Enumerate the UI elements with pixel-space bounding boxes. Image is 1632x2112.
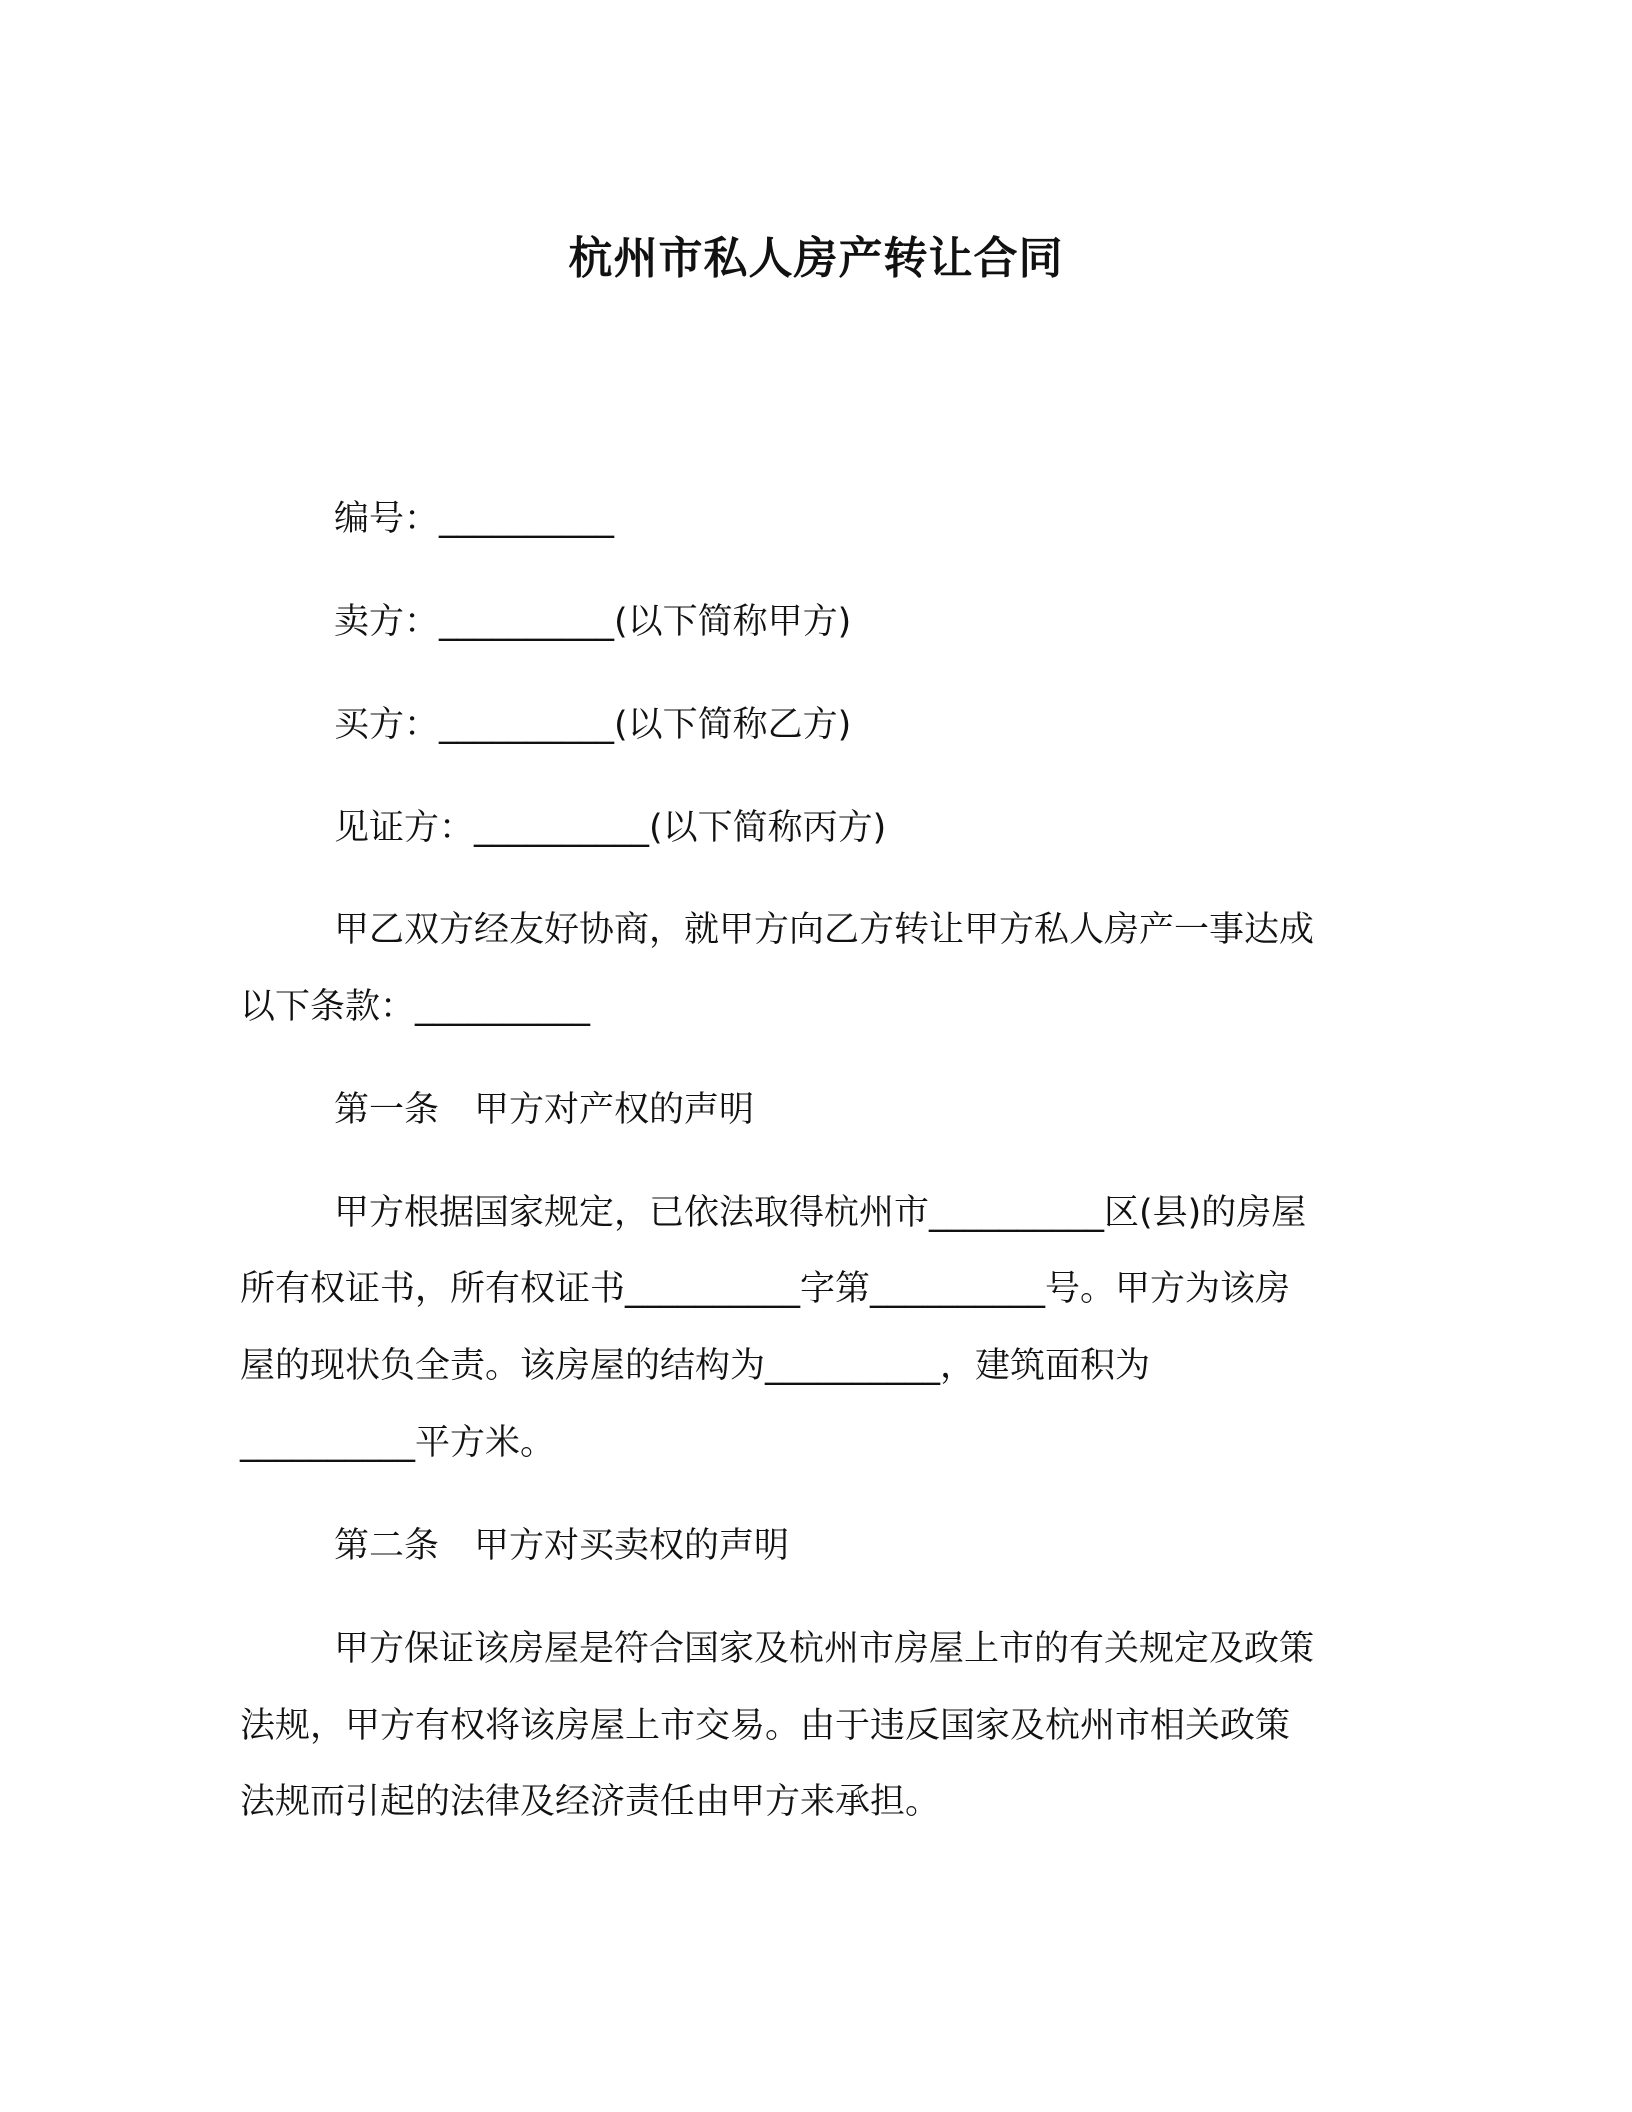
article-2-text-line-2: 法规，甲方有权将该房屋上市交易。由于违反国家及杭州市相关政策 bbox=[240, 1706, 1291, 1746]
article-1-text-line-4: __________平方米。 bbox=[240, 1423, 556, 1463]
article-1-text-line-1: 甲方根据国家规定，已依法取得杭州市__________区(县)的房屋 bbox=[334, 1193, 1307, 1233]
intro-paragraph-line-2: 以下条款：__________ bbox=[240, 987, 591, 1027]
article-2-heading: 第二条 甲方对买卖权的声明 bbox=[334, 1526, 790, 1566]
intro-paragraph-line-1: 甲乙双方经友好协商，就甲方向乙方转让甲方私人房产一事达成 bbox=[334, 910, 1315, 950]
seller-line: 卖方：__________(以下简称甲方) bbox=[334, 602, 852, 642]
buyer-line: 买方：__________(以下简称乙方) bbox=[334, 705, 852, 745]
article-1-text-line-3: 屋的现状负全责。该房屋的结构为__________，建筑面积为 bbox=[240, 1346, 1151, 1386]
article-2-text-line-1: 甲方保证该房屋是符合国家及杭州市房屋上市的有关规定及政策 bbox=[334, 1629, 1315, 1669]
contract-number-line: 编号：__________ bbox=[334, 499, 615, 539]
article-1-text-line-2: 所有权证书，所有权证书__________字第__________号。甲方为该房 bbox=[240, 1269, 1291, 1309]
document-title: 杭州市私人房产转让合同 bbox=[568, 233, 1064, 284]
witness-line: 见证方：__________(以下简称丙方) bbox=[334, 808, 887, 848]
article-1-heading: 第一条 甲方对产权的声明 bbox=[334, 1090, 755, 1130]
article-2-text-line-3: 法规而引起的法律及经济责任由甲方来承担。 bbox=[240, 1782, 941, 1822]
